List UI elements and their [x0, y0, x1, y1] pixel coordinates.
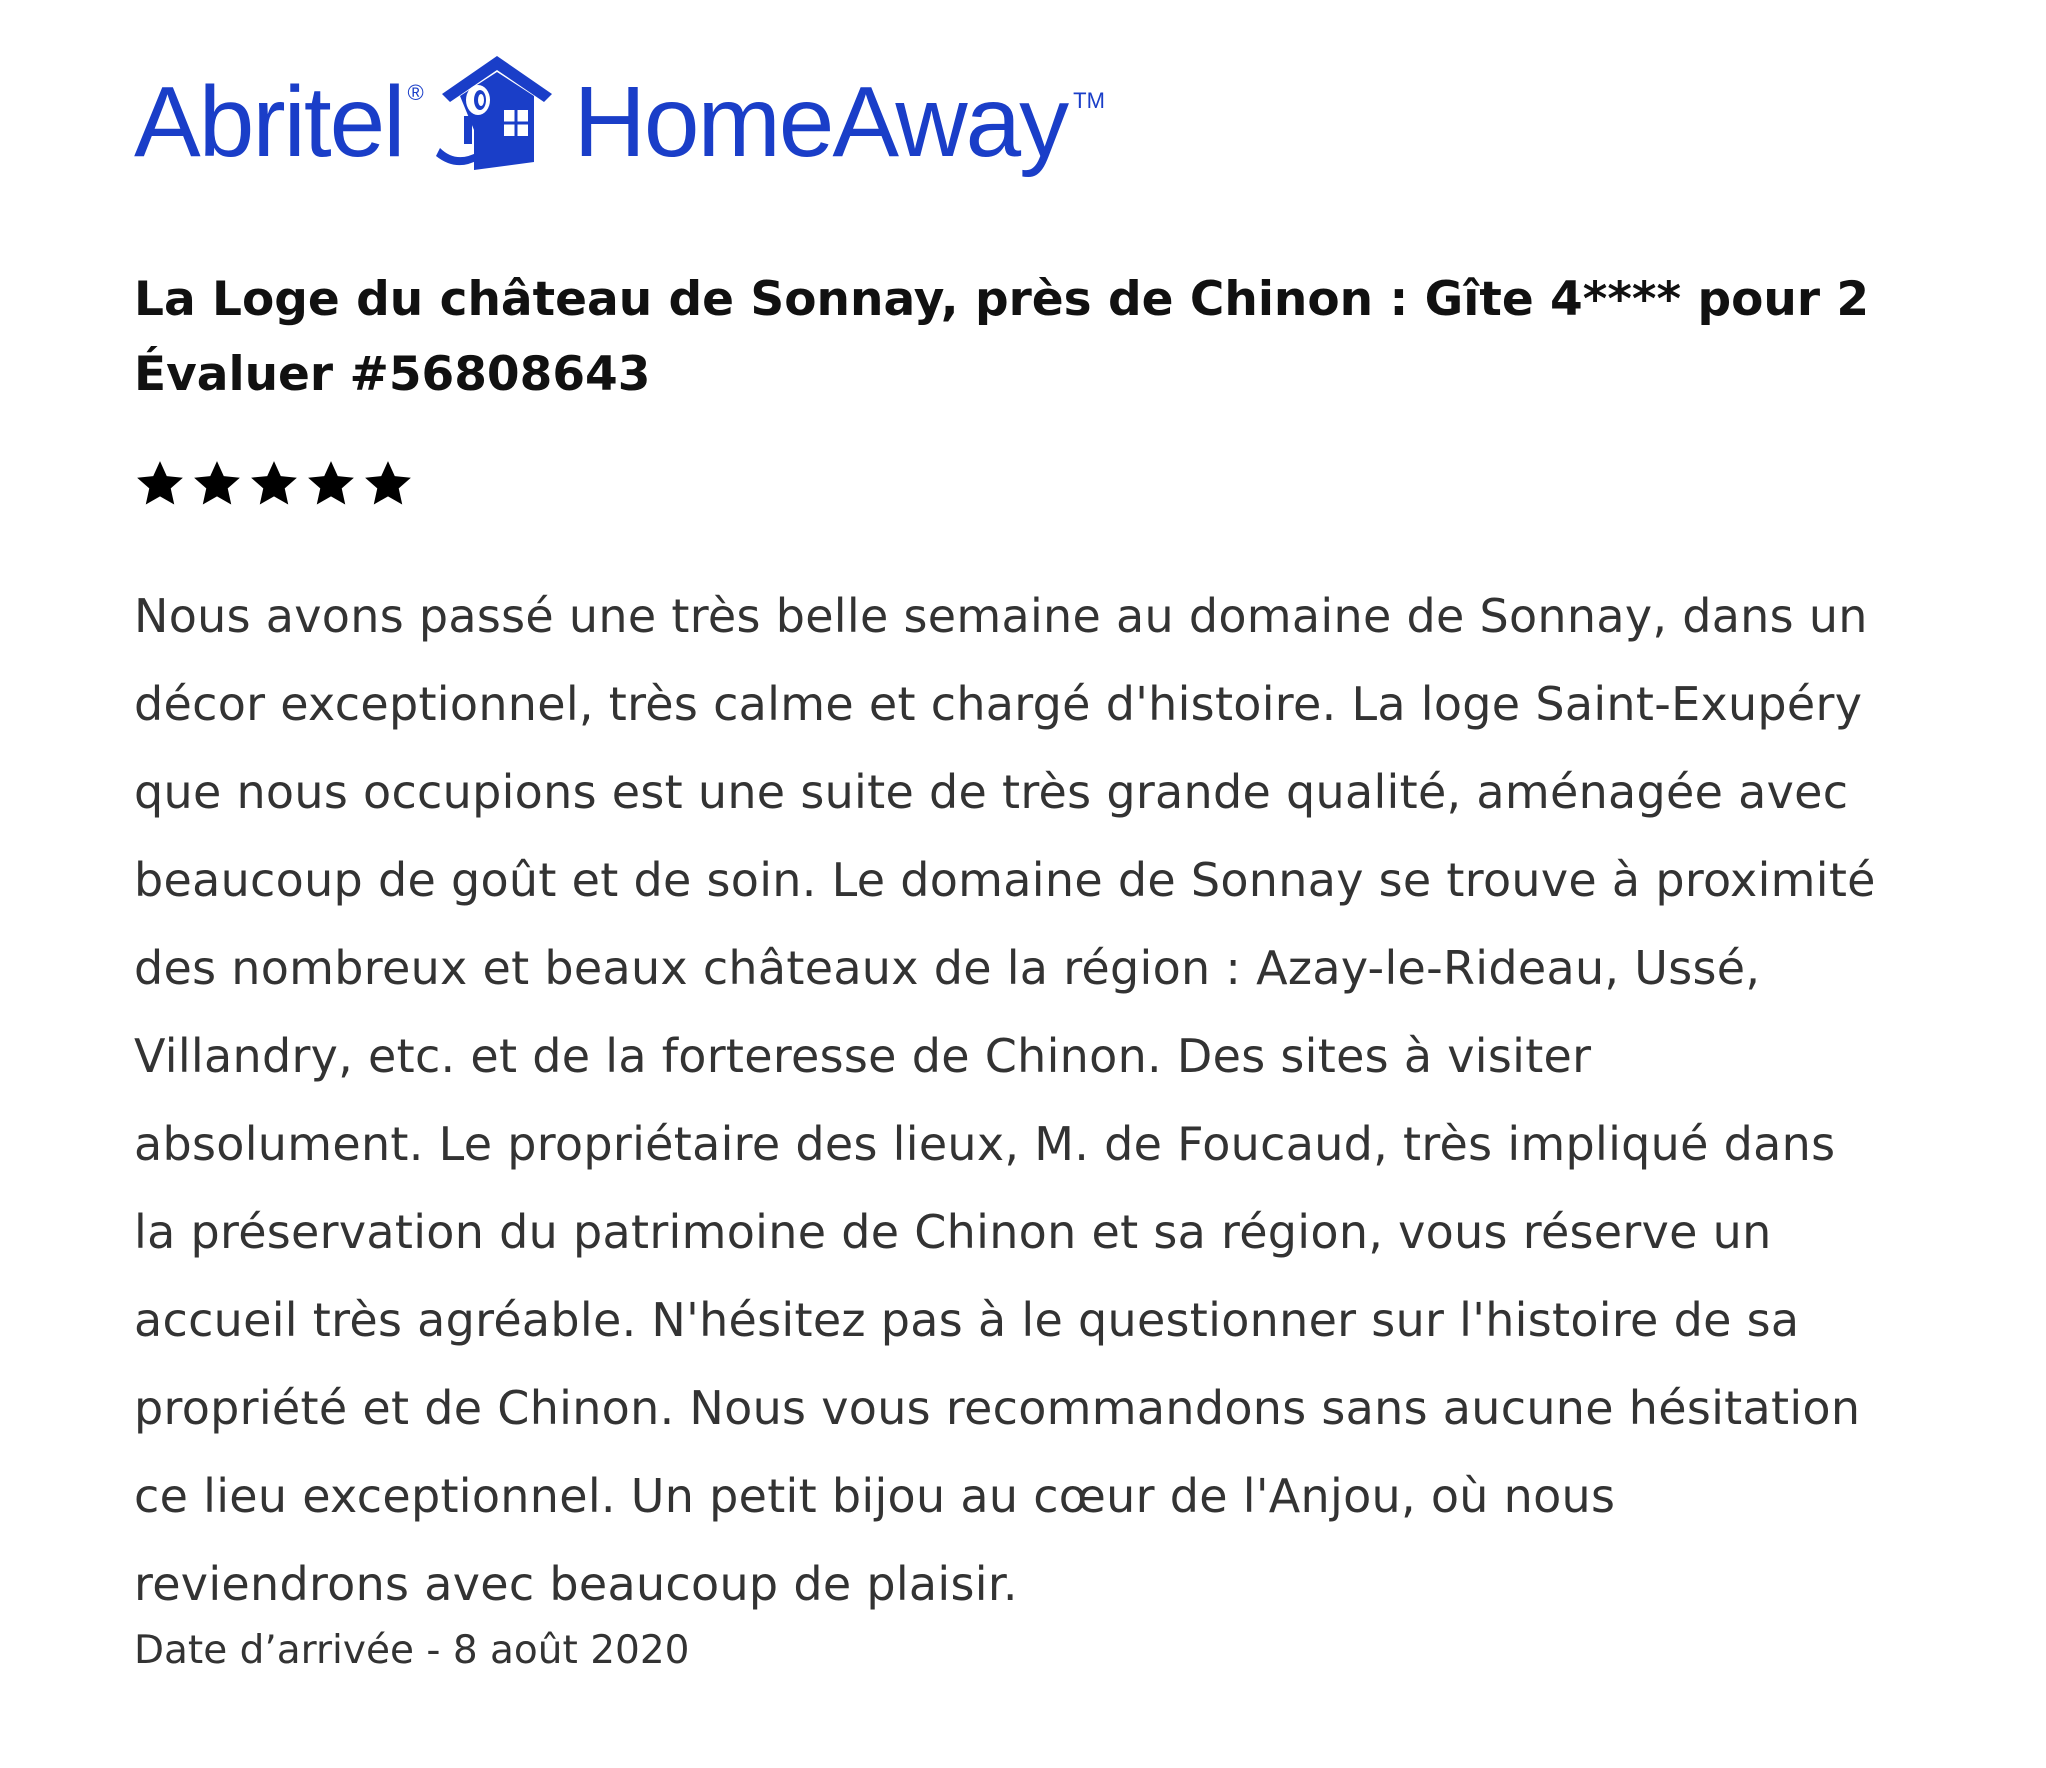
review-text — [134, 572, 1954, 1628]
brand-name-left: Abritel — [134, 66, 404, 178]
review-line: Villandry, etc. et de la forteresse de Chinon. Des sites à visiter — [134, 1029, 1592, 1083]
star-rating — [132, 456, 416, 512]
star-icon — [189, 456, 245, 512]
review-line: la préservation du patrimoine de Chinon et sa région, vous réserve un — [134, 1205, 1772, 1259]
listing-title-line-1: La Loge du château de Sonnay, près de Chinon : Gîte 4**** pour 2 — [134, 272, 1870, 327]
review-line: que nous occupions est une suite de très grande qualité, aménagée avec — [134, 765, 1849, 819]
trademark-mark: TM — [1073, 88, 1105, 113]
review-line: des nombreux et beaux châteaux de la région : Azay-le-Rideau, Ussé, — [134, 941, 1761, 995]
review-line: propriété et de Chinon. Nous vous recommandons sans aucune hésitation — [134, 1381, 1861, 1435]
listing-title-line-2: Évaluer #56808643 — [134, 347, 651, 402]
listing-title — [134, 262, 1914, 412]
arrival-date: Date d’arrivée - 8 août 2020 — [134, 1628, 690, 1673]
review-line: reviendrons avec beaucoup de plaisir. — [134, 1557, 1018, 1611]
review-line: absolument. Le propriétaire des lieux, M. de Foucaud, très impliqué dans — [134, 1117, 1836, 1171]
star-icon — [360, 456, 416, 512]
review-line: Nous avons passé une très belle semaine au domaine de Sonnay, dans un — [134, 589, 1868, 643]
review-line: beaucoup de goût et de soin. Le domaine de Sonnay se trouve à proximité — [134, 853, 1876, 907]
review-line: accueil très agréable. N'hésitez pas à le questionner sur l'histoire de sa — [134, 1293, 1800, 1347]
house-logo-icon — [434, 52, 560, 172]
review-line: ce lieu exceptionnel. Un petit bijou au cœur de l'Anjou, où nous — [134, 1469, 1616, 1523]
brand-logo[interactable] — [134, 52, 1105, 182]
star-icon — [132, 456, 188, 512]
brand-name-right: HomeAway — [573, 66, 1068, 178]
registered-mark: ® — [407, 80, 424, 105]
review-line: décor exceptionnel, très calme et chargé d'histoire. La loge Saint-Exupéry — [134, 677, 1863, 731]
star-icon — [246, 456, 302, 512]
star-icon — [303, 456, 359, 512]
